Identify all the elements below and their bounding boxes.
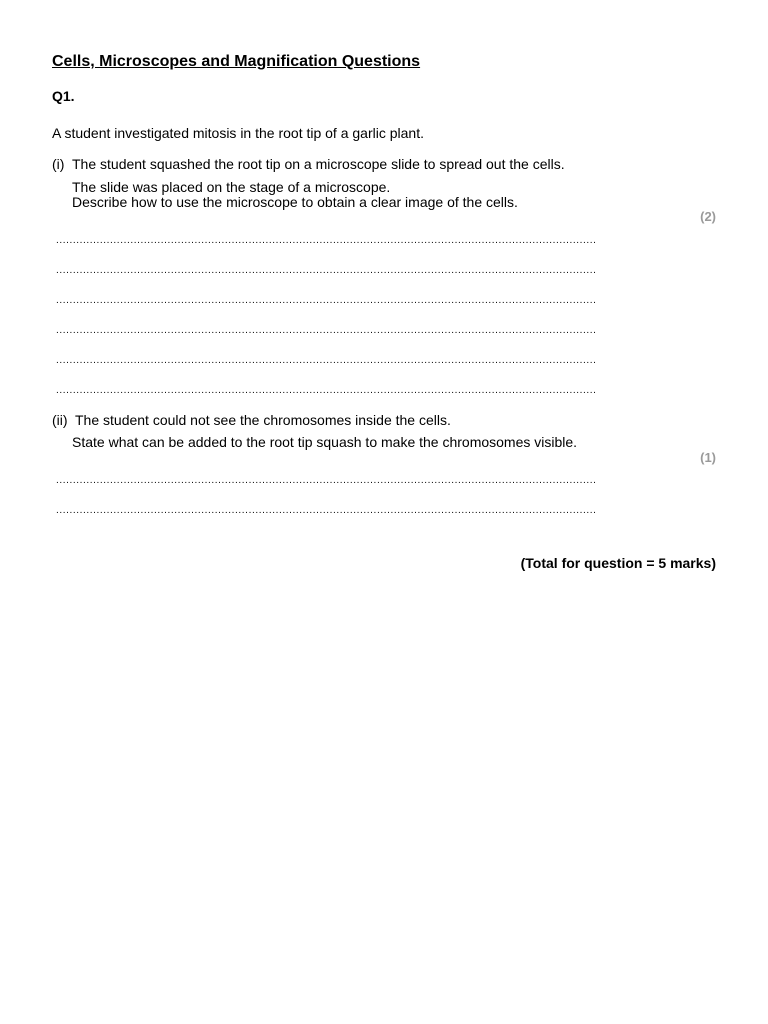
part-ii-label: (ii) xyxy=(52,412,68,428)
part-ii-text: The student could not see the chromosomes inside the cells. xyxy=(75,412,451,428)
answer-line[interactable]: ................................................................................................................................................................ xyxy=(56,325,597,336)
part-i-instruction: Describe how to use the microscope to obtain a clear image of the cells. xyxy=(72,194,518,210)
part-ii-instruction: State what can be added to the root tip squash to make the chromosomes visible. xyxy=(72,434,578,450)
answer-line[interactable]: ................................................................................................................................................................ xyxy=(56,265,597,276)
total-marks: (Total for question = 5 marks) xyxy=(520,555,716,571)
question-number: Q1. xyxy=(52,88,75,104)
part-i-label: (i) xyxy=(52,156,65,172)
answer-line[interactable]: ................................................................................................................................................................ xyxy=(56,355,597,366)
answer-line[interactable]: ................................................................................................................................................................ xyxy=(56,295,597,306)
page-title: Cells, Microscopes and Magnification Questions xyxy=(52,53,421,70)
answer-line[interactable]: ................................................................................................................................................................ xyxy=(56,235,597,246)
part-i-marks: (2) xyxy=(700,209,716,224)
answer-line[interactable]: ................................................................................................................................................................ xyxy=(56,385,597,396)
answer-line[interactable]: ................................................................................................................................................................ xyxy=(56,475,597,486)
question-intro: A student investigated mitosis in the root tip of a garlic plant. xyxy=(52,125,424,141)
part-i-text: The student squashed the root tip on a microscope slide to spread out the cells. xyxy=(72,156,565,172)
part-ii-marks: (1) xyxy=(700,450,716,465)
part-i-context: The slide was placed on the stage of a microscope. xyxy=(72,179,391,195)
answer-line[interactable]: ................................................................................................................................................................ xyxy=(56,505,597,516)
